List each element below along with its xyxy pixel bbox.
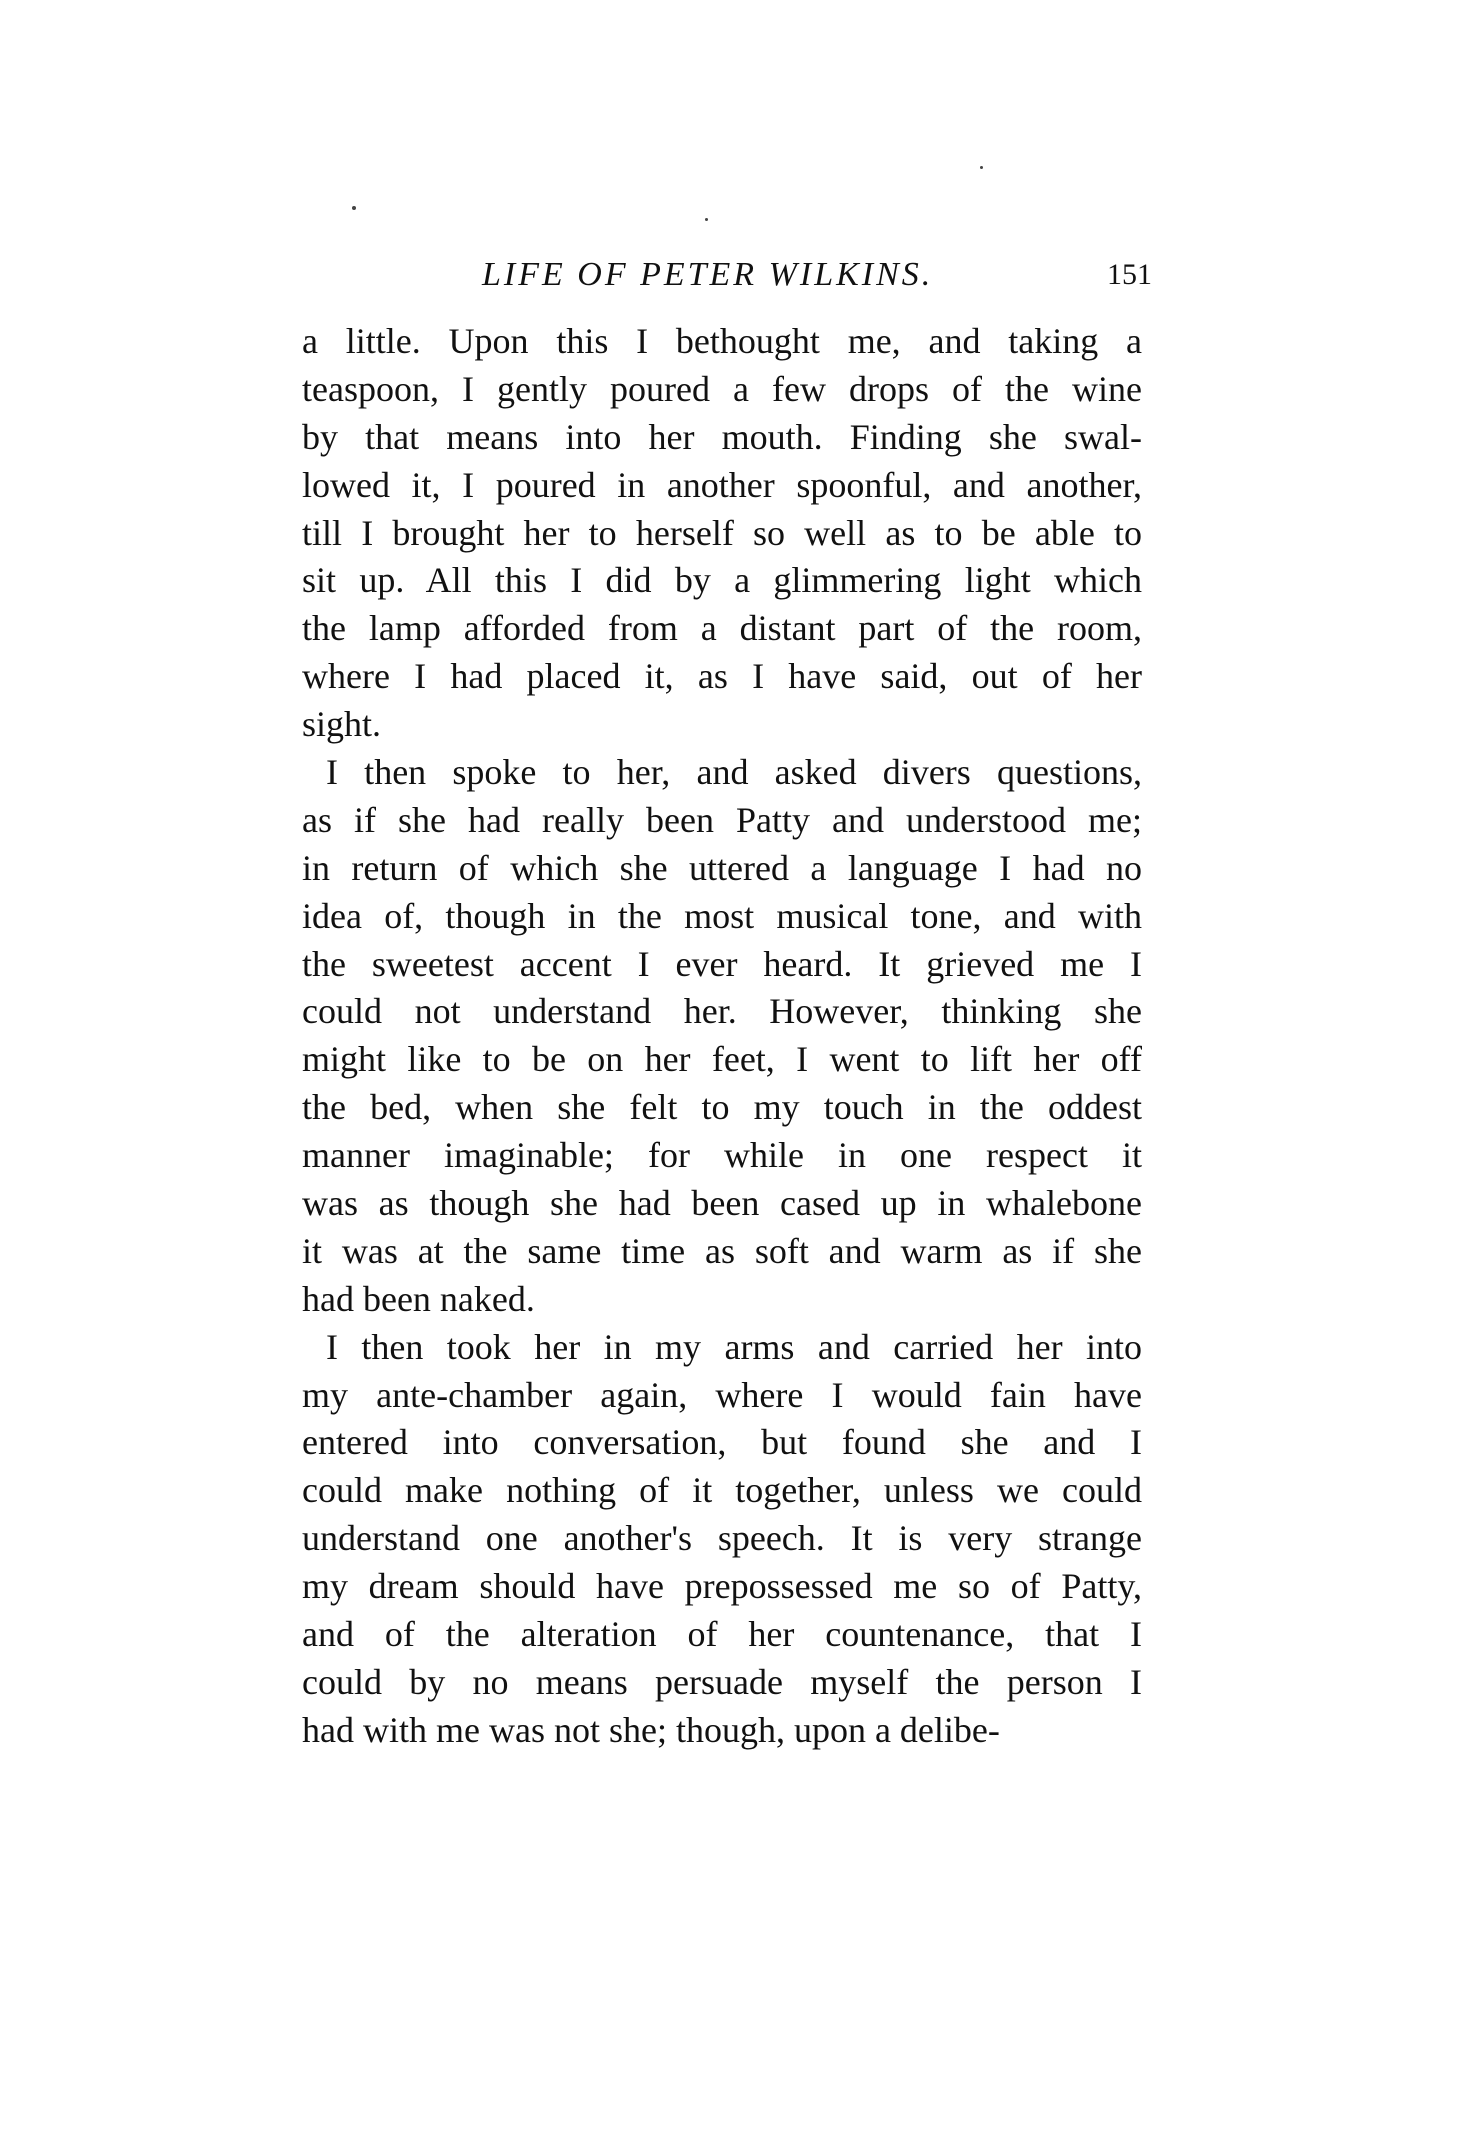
paragraph	[302, 318, 1142, 749]
text-line: and of the alteration of her countenance, that I	[302, 1614, 1142, 1655]
text-line: as if she had really been Patty and understood me;	[302, 799, 1142, 840]
text-line: idea of, though in the most musical tone, and with	[302, 895, 1142, 936]
paragraph	[302, 749, 1142, 1324]
page-number: 151	[1107, 258, 1152, 291]
text-line: had been naked.	[302, 1278, 535, 1319]
text-line: the sweetest accent I ever heard. It grieved me I	[302, 943, 1142, 984]
text-line: was as though she had been cased up in whalebone	[302, 1183, 1142, 1224]
text-line: sight.	[302, 704, 382, 745]
text-line: had with me was not she; though, upon a delibe-	[302, 1709, 1000, 1750]
text-line: in return of which she uttered a language I had no	[302, 847, 1142, 888]
text-line: my ante-chamber again, where I would fain have	[302, 1374, 1142, 1415]
text-line: sit up. All this I did by a glimmering light which	[302, 560, 1142, 601]
text-line: could not understand her. However, thinking she	[302, 991, 1142, 1032]
text-line: a little. Upon this I bethought me, and taking a	[302, 321, 1142, 361]
text-line: the lamp afforded from a distant part of the room,	[302, 608, 1142, 649]
running-title: LIFE OF PETER WILKINS.	[482, 256, 934, 293]
print-speck	[352, 206, 356, 210]
text-line: by that means into her mouth. Finding she swal-	[302, 416, 1142, 457]
paragraph	[302, 1324, 1142, 1755]
body-text	[302, 318, 1142, 1755]
text-line: entered into conversation, but found she and I	[302, 1422, 1142, 1463]
text-line: I then took her in my arms and carried her into	[326, 1326, 1142, 1367]
text-line: the bed, when she felt to my touch in the oddest	[302, 1087, 1142, 1128]
text-line: my dream should have prepossessed me so of Patty,	[302, 1566, 1142, 1607]
text-line: manner imaginable; for while in one respect it	[302, 1135, 1142, 1176]
text-line: understand one another's speech. It is very strange	[302, 1518, 1142, 1559]
text-line: where I had placed it, as I have said, out of her	[302, 656, 1142, 697]
text-line: I then spoke to her, and asked divers questions,	[326, 752, 1142, 793]
text-line: teaspoon, I gently poured a few drops of the wine	[302, 368, 1142, 409]
text-line: it was at the same time as soft and warm as if she	[302, 1230, 1142, 1271]
text-line: could make nothing of it together, unless we could	[302, 1470, 1142, 1511]
text-line: could by no means persuade myself the person I	[302, 1661, 1142, 1702]
text-line: might like to be on her feet, I went to lift her off	[302, 1039, 1142, 1080]
print-speck	[705, 218, 708, 221]
print-speck	[980, 166, 983, 169]
text-line: till I brought her to herself so well as to be able to	[302, 512, 1142, 553]
text-line: lowed it, I poured in another spoonful, and another,	[302, 464, 1142, 505]
page-header	[302, 256, 1152, 300]
